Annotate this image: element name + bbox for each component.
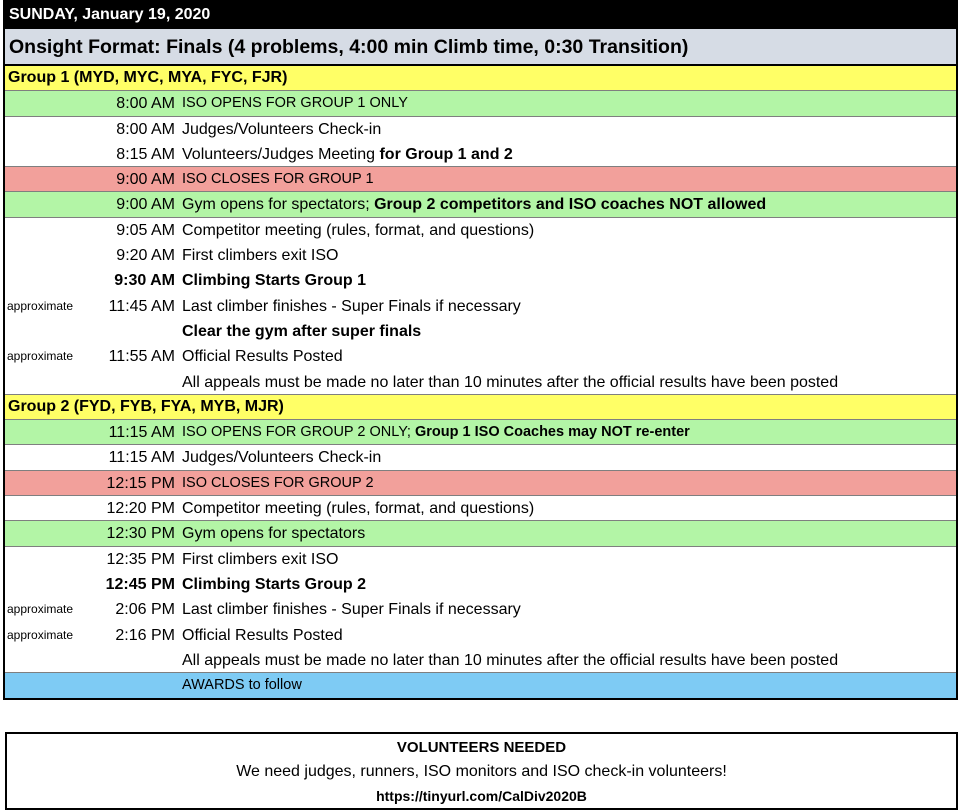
row-description: First climbers exit ISO (182, 247, 339, 265)
row-description: Climbing Starts Group 2 (182, 575, 367, 593)
schedule-row (5, 370, 956, 395)
row-description: Competitor meeting (rules, format, and questions) (182, 500, 535, 518)
row-description: Competitor meeting (rules, format, and questions) (182, 221, 535, 239)
schedule-row (5, 243, 956, 268)
row-description: Climbing Starts Group 1 (182, 272, 367, 290)
schedule-row (5, 445, 956, 470)
schedule-row (5, 623, 956, 648)
row-description: Judges/Volunteers Check-in (182, 120, 382, 138)
schedule-row (5, 319, 956, 344)
row-time: 8:00 AM (116, 95, 175, 113)
row-description: Official Results Posted (182, 626, 343, 644)
row-time: 11:45 AM (108, 297, 175, 315)
row-description: Judges/Volunteers Check-in (182, 449, 382, 467)
group-2-header: Group 2 (FYD, FYB, FYA, MYB, MJR) (5, 395, 956, 420)
row-description: Volunteers/Judges Meeting for Group 1 and 2 (182, 145, 513, 163)
row-description: Gym opens for spectators; Group 2 competitors and ISO coaches NOT allowed (182, 196, 767, 214)
schedule-row (5, 218, 956, 243)
format-header: Onsight Format: Finals (4 problems, 4:00 min Climb time, 0:30 Transition) (5, 29, 956, 66)
day-header: SUNDAY, January 19, 2020 (5, 0, 956, 29)
schedule-row (5, 420, 956, 445)
row-time: 9:00 AM (116, 196, 175, 214)
approximate-note: approximate (7, 627, 74, 642)
row-time: 9:00 AM (116, 171, 175, 189)
volunteers-box (5, 732, 958, 810)
schedule-row (5, 673, 956, 698)
row-time: 2:16 PM (115, 626, 175, 644)
schedule-row (5, 117, 956, 142)
volunteers-title: VOLUNTEERS NEEDED (396, 739, 567, 756)
row-description: All appeals must be made no later than 10 minutes after the official results have been posted (182, 651, 839, 669)
schedule-row (5, 167, 956, 192)
schedule-row (5, 572, 956, 597)
schedule-row (5, 648, 956, 673)
row-description: ISO CLOSES FOR GROUP 1 (182, 171, 374, 188)
row-time: 9:30 AM (114, 272, 175, 290)
schedule-row (5, 496, 956, 521)
approximate-note: approximate (7, 349, 74, 364)
row-time: 11:15 AM (108, 424, 175, 442)
schedule-row (5, 344, 956, 369)
schedule-row (5, 192, 956, 217)
row-description: AWARDS to follow (182, 677, 302, 694)
group-1-header: Group 1 (MYD, MYC, MYA, FYC, FJR) (5, 66, 956, 91)
schedule-row (5, 294, 956, 319)
row-time: 9:05 AM (116, 221, 175, 239)
row-description: Last climber finishes - Super Finals if necessary (182, 297, 521, 315)
volunteers-link[interactable]: https://tinyurl.com/CalDiv2020B (376, 788, 587, 804)
row-time: 11:15 AM (108, 449, 175, 467)
row-description: ISO OPENS FOR GROUP 2 ONLY; Group 1 ISO Coaches may NOT re-enter (182, 424, 690, 441)
row-time: 11:55 AM (108, 348, 175, 366)
schedule-row (5, 521, 956, 546)
volunteers-body: We need judges, runners, ISO monitors and ISO check-in volunteers! (236, 763, 727, 780)
schedule-row (5, 91, 956, 116)
schedule-row (5, 547, 956, 572)
row-description: ISO OPENS FOR GROUP 1 ONLY (182, 95, 408, 112)
row-time: 12:45 PM (105, 575, 175, 593)
row-time: 12:30 PM (106, 525, 175, 543)
row-time: 12:15 PM (106, 474, 175, 492)
row-description: ISO CLOSES FOR GROUP 2 (182, 474, 374, 491)
row-time: 8:00 AM (116, 120, 175, 138)
schedule-row (5, 268, 956, 293)
row-time: 8:15 AM (116, 145, 175, 163)
row-description: Last climber finishes - Super Finals if necessary (182, 601, 521, 619)
approximate-note: approximate (7, 298, 74, 313)
row-description: Clear the gym after super finals (182, 322, 422, 340)
row-description: Official Results Posted (182, 348, 343, 366)
row-time: 12:35 PM (106, 550, 175, 568)
row-description: Gym opens for spectators (182, 525, 366, 543)
schedule-table (3, 0, 958, 700)
row-description: All appeals must be made no later than 10 minutes after the official results have been posted (182, 373, 839, 391)
schedule-row (5, 597, 956, 622)
schedule-row (5, 142, 956, 167)
row-time: 12:20 PM (106, 500, 175, 518)
row-time: 9:20 AM (116, 247, 175, 265)
schedule-row (5, 471, 956, 496)
row-time: 2:06 PM (115, 601, 175, 619)
row-description: First climbers exit ISO (182, 550, 339, 568)
approximate-note: approximate (7, 602, 74, 617)
